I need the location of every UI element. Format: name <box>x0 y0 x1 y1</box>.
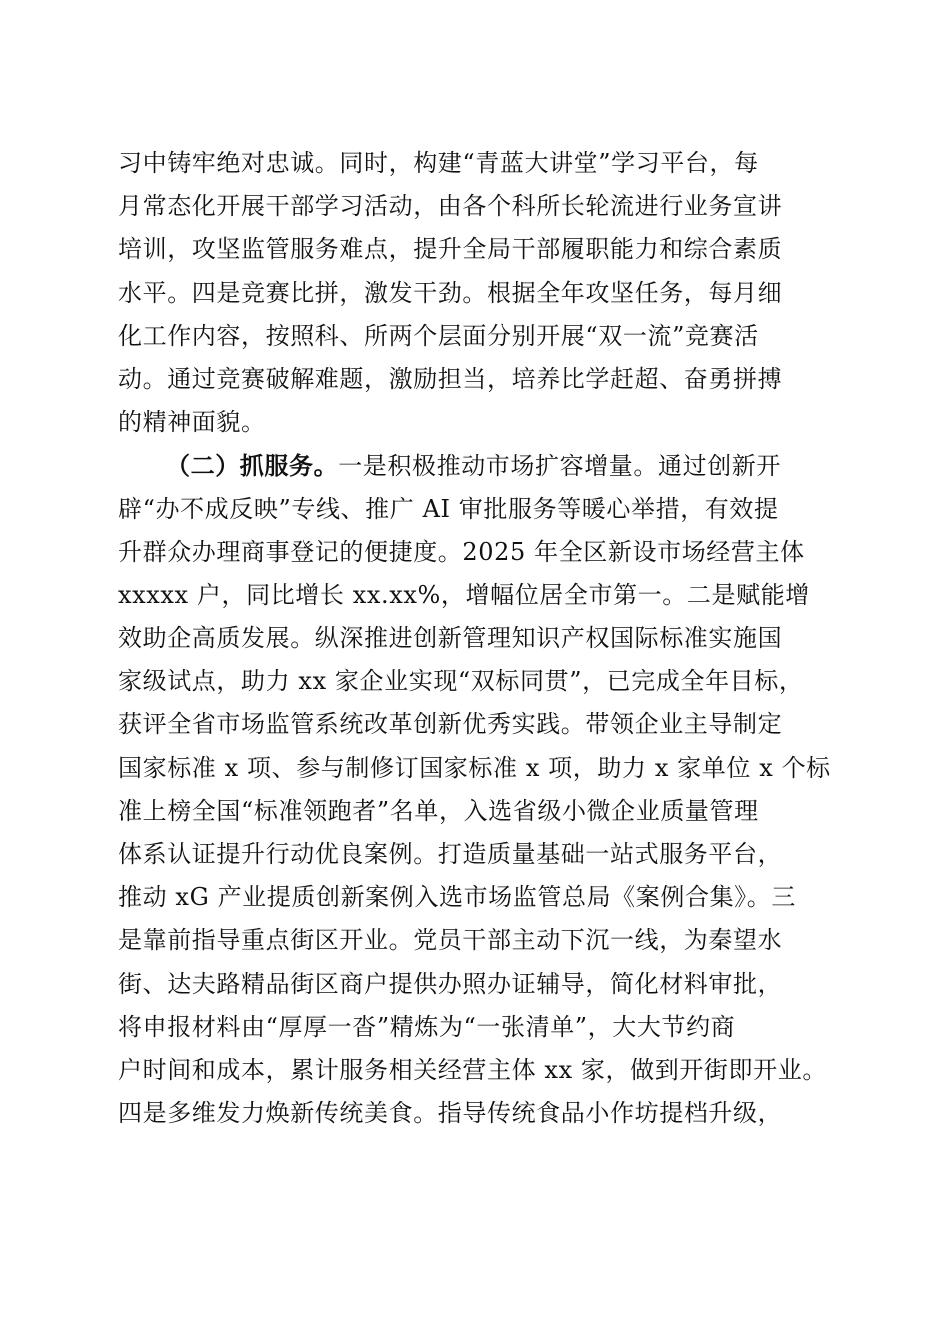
paragraph-2-line-8: 国家标准 x 项、参与制修订国家标准 x 项，助力 x 家单位 x 个标 <box>118 753 831 782</box>
paragraph-2-line-10: 体系认证提升行动优良案例。打造质量基础一站式服务平台， <box>118 840 783 868</box>
paragraph-1-line-5: 化工作内容，按照科、所两个层面分别开展“双一流”竞赛活 <box>118 321 759 350</box>
paragraph-2-line-16: 四是多维发力焕新传统美食。指导传统食品小作坊提档升级， <box>118 1099 783 1128</box>
body-text <box>118 142 838 1135</box>
paragraph-2-line-14: 将申报材料由“厚厚一沓”精炼为“一张清单”，大大节约商 <box>118 1012 736 1041</box>
paragraph-2-line-13: 街、达夫路精品街区商户提供办照办证辅导，简化材料审批， <box>118 969 783 998</box>
paragraph-2-first-line-text: 一是积极推动市场扩容增量。通过创新开 <box>338 452 782 481</box>
section-heading: （二）抓服务。 <box>166 451 339 481</box>
paragraph-2-line-9: 准上榜全国“标准领跑者”名单，入选省级小微企业质量管理 <box>118 796 759 825</box>
paragraph-2-line-15: 户时间和成本，累计服务相关经营主体 xx 家，做到开街即开业。 <box>118 1055 827 1084</box>
paragraph-2-line-3: 升群众办理商事登记的便捷度。2025 年全区新设市场经营主体 <box>118 537 805 566</box>
paragraph-2-line-2: 辟“办不成反映”专线、推广 AI 审批服务等暖心举措，有效提 <box>118 494 779 523</box>
paragraph-1-line-7: 的精神面貌。 <box>118 408 266 437</box>
paragraph-1-line-6: 动。通过竞赛破解难题，激励担当，培养比学赶超、奋勇拼搏 <box>118 364 783 393</box>
paragraph-2-line-11: 推动 xG 产业提质创新案例入选市场监管总局《案例合集》。三 <box>118 883 796 912</box>
paragraph-2-line-12: 是靠前指导重点街区开业。党员干部主动下沉一线，为秦望水 <box>118 926 783 955</box>
paragraph-2-line-7: 获评全省市场监管系统改革创新优秀实践。带领企业主导制定 <box>118 710 783 739</box>
paragraph-2-line-5: 效助企高质发展。纵深推进创新管理知识产权国际标准实施国 <box>118 624 783 653</box>
paragraph-2-line-6: 家级试点，助力 xx 家企业实现“双标同贯”，已完成全年目标， <box>118 667 804 696</box>
paragraph-1-line-3: 培训，攻坚监管服务难点，提升全局干部履职能力和综合素质 <box>118 235 783 264</box>
paragraph-2-line-4: xxxxx 户，同比增长 xx.xx%，增幅位居全市第一。二是赋能增 <box>118 580 810 609</box>
paragraph-2-line-1 <box>118 444 838 487</box>
paragraph-1-line-4: 水平。四是竞赛比拼，激发干劲。根据全年攻坚任务，每月细 <box>118 278 783 307</box>
paragraph-1-line-2: 月常态化开展干部学习活动，由各个科所长轮流进行业务宣讲 <box>118 192 783 221</box>
paragraph-1-line-1: 习中铸牢绝对忠诚。同时，构建“青蓝大讲堂”学习平台，每 <box>118 149 759 177</box>
